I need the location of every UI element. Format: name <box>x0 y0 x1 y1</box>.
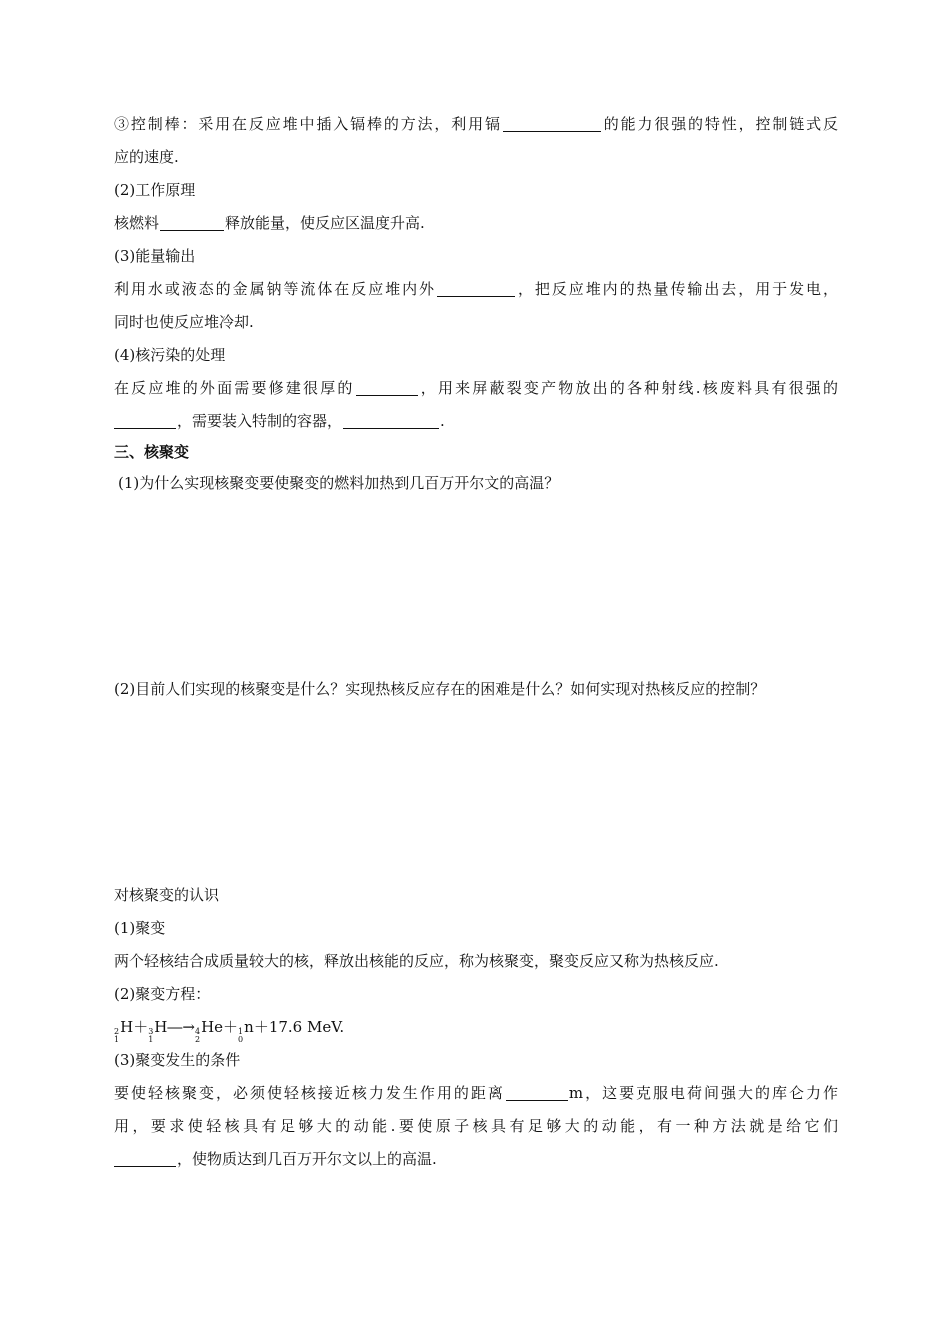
blank-disposal[interactable] <box>343 414 439 429</box>
arrow-icon: ―→ <box>167 1018 195 1036</box>
blank-shield[interactable] <box>356 381 418 396</box>
pollution-title: (4)核污染的处理 <box>114 346 226 364</box>
fusion-equation <box>114 1017 838 1044</box>
principle-text-2: 释放能量，使反应区温度升高. <box>225 214 425 232</box>
plus-sign: ＋ <box>223 1018 239 1036</box>
condition-text-4: ，使物质达到几百万开尔文以上的高温. <box>177 1150 437 1168</box>
energy-release: ＋17.6 MeV. <box>253 1018 345 1036</box>
h3-iso: 3 1 <box>148 1027 154 1044</box>
equation-title: (2)聚变方程： <box>114 985 211 1003</box>
energy-text-1: 利用水或液态的金属钠等流体在反应堆内外 <box>114 280 436 298</box>
energy-title: (3)能量输出 <box>114 247 196 265</box>
neutron-symbol: n <box>244 1018 254 1036</box>
condition-text-2: m，这要克服电荷间强大的库仑力作 <box>568 1084 838 1102</box>
principle-line <box>114 213 838 233</box>
plus-sign: ＋ <box>133 1018 149 1036</box>
fusion-title: (1)聚变 <box>114 919 166 937</box>
pollution-text-2: ，用来屏蔽裂变产物放出的各种射线.核废料具有很强的 <box>418 379 838 397</box>
principle-title: (2)工作原理 <box>114 181 196 199</box>
deuterium-symbol: H <box>120 1018 134 1036</box>
energy-line-1 <box>114 279 838 299</box>
pollution-line-2 <box>114 411 838 431</box>
helium-symbol: He <box>201 1018 224 1036</box>
control-rod-line-2: 应的速度. <box>114 148 179 166</box>
condition-line-3 <box>114 1149 838 1169</box>
pollution-line-1 <box>114 378 838 398</box>
h2-iso: 2 1 <box>114 1027 120 1044</box>
fusion-definition: 两个轻核结合成质量较大的核，释放出核能的反应，称为核聚变，聚变反应又称为热核反应. <box>114 952 719 970</box>
pollution-text-4: . <box>440 412 445 430</box>
energy-line-2: 同时也使反应堆冷却. <box>114 313 254 331</box>
condition-title: (3)聚变发生的条件 <box>114 1051 241 1069</box>
control-rod-text-1: ③控制棒：采用在反应堆中插入镉棒的方法，利用镉 <box>114 115 502 133</box>
question-1: (1)为什么实现核聚变要使聚变的燃料加热到几百万开尔文的高温？ <box>118 474 560 492</box>
control-rod-text-2: 的能力很强的特性，控制链式反 <box>601 115 838 133</box>
section-heading-fusion: 三、核聚变 <box>114 443 190 461</box>
pollution-text-3: ，需要装入特制的容器， <box>177 412 343 430</box>
blank-energy[interactable] <box>437 282 515 297</box>
control-rod-line-1 <box>114 114 838 134</box>
principle-text-1: 核燃料 <box>114 214 160 232</box>
pollution-text-1: 在反应堆的外面需要修建很厚的 <box>114 379 355 397</box>
fusion-knowledge-title: 对核聚变的认识 <box>114 886 220 904</box>
n-iso: 1 0 <box>238 1027 244 1044</box>
question-2: (2)目前人们实现的核聚变是什么？实现热核反应存在的困难是什么？如何实现对热核反应的控制？ <box>114 680 766 698</box>
condition-text-1: 要使轻核聚变，必须使轻核接近核力发生作用的距离 <box>114 1084 505 1102</box>
condition-line-1 <box>114 1083 838 1103</box>
blank-principle[interactable] <box>160 216 224 231</box>
tritium-symbol: H <box>154 1018 168 1036</box>
blank-heating[interactable] <box>114 1152 176 1167</box>
blank-radioactivity[interactable] <box>114 414 176 429</box>
blank-distance[interactable] <box>506 1086 568 1101</box>
condition-line-2: 用，要求使轻核具有足够大的动能.要使原子核具有足够大的动能，有一种方法就是给它们 <box>114 1117 838 1135</box>
he-iso: 4 2 <box>194 1027 201 1044</box>
energy-text-2: ，把反应堆内的热量传输出去，用于发电， <box>516 280 838 298</box>
blank-cadmium[interactable] <box>503 117 601 132</box>
